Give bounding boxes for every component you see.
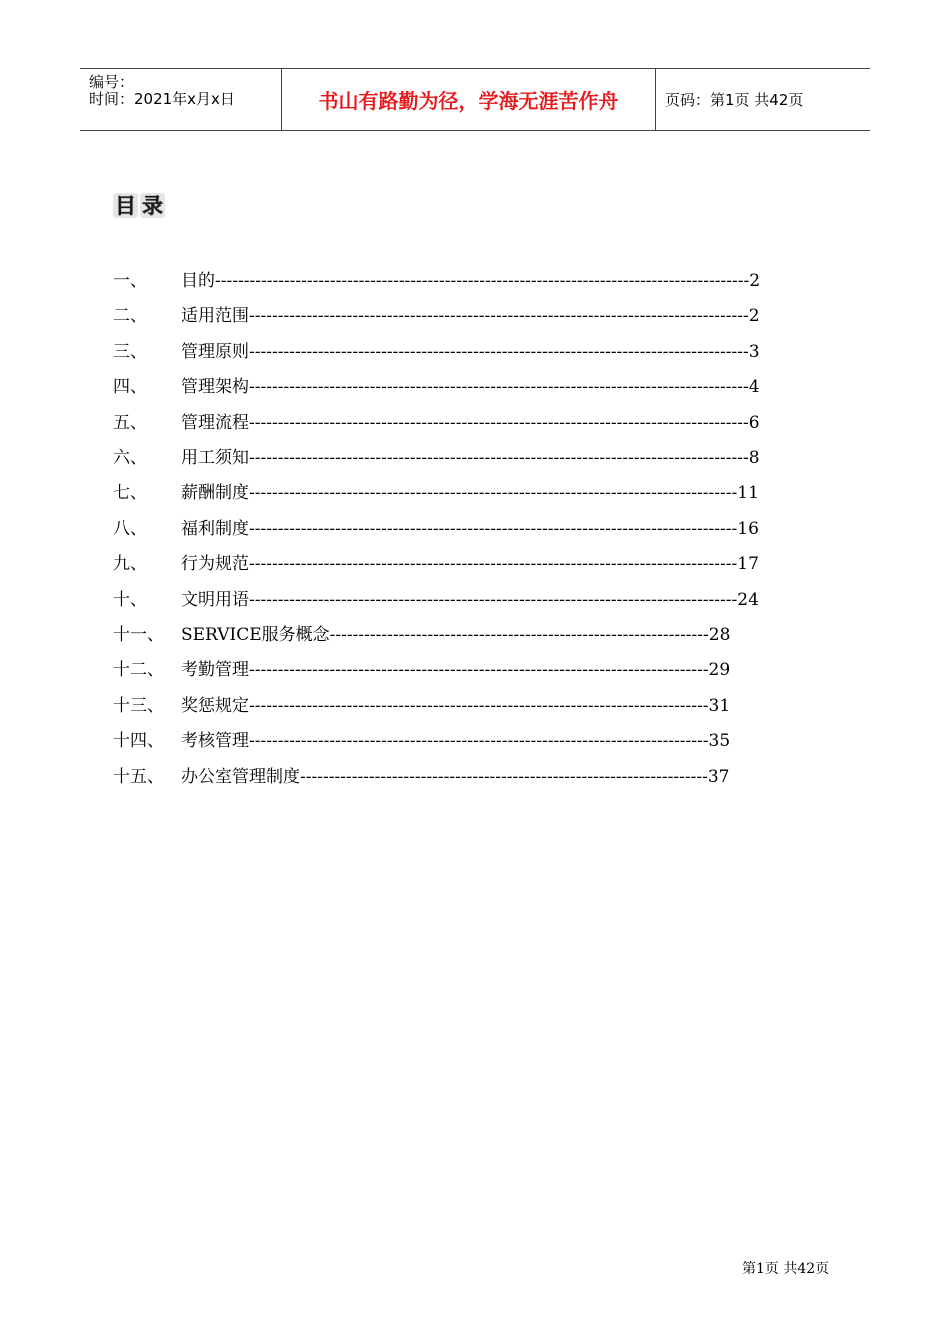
toc-entry-page: 37: [707, 766, 730, 787]
toc-entry-number: 十二、: [113, 660, 164, 681]
toc-entry-text: [181, 689, 730, 724]
toc-entry-title: SERVICE服务概念: [181, 625, 330, 645]
toc-entry-page: 28: [708, 625, 731, 645]
toc-entry-page: 3: [748, 341, 760, 362]
toc-entry-title: 适用范围: [181, 306, 249, 327]
toc-entry-page: 35: [708, 731, 731, 752]
toc-entry-number: 八、: [113, 518, 147, 539]
toc-leader: --------------------------------------------------------------------------------: [249, 660, 709, 681]
toc-title-char: 录: [142, 194, 163, 218]
toc-entry-page: 2: [749, 271, 761, 291]
toc-leader: -------------------------------------------------------------------------------------: [249, 518, 738, 539]
toc-entry-text: [181, 512, 759, 547]
toc-entry-number: 五、: [113, 412, 147, 433]
toc-leader: ---------------------------------------------------------------------------------------: [249, 341, 749, 362]
toc-entry-number: 十五、: [113, 766, 164, 787]
toc-leader: ---------------------------------------------------------------------------------------------: [215, 271, 750, 291]
toc-leader: -------------------------------------------------------------------------------------: [249, 589, 738, 610]
toc-entry-text: [181, 406, 760, 441]
toc-entry-title: 薪酬制度: [181, 483, 249, 504]
toc-entry-number: 十三、: [113, 695, 164, 716]
toc-entry-text: [181, 724, 730, 759]
toc-entry-title: 办公室管理制度: [181, 766, 300, 787]
toc-entry-text: [181, 441, 760, 476]
header-page-label: 页码：第1页 共42页: [665, 91, 804, 109]
toc-entry-title: 管理流程: [181, 412, 249, 433]
toc-entry-page: 24: [737, 589, 759, 610]
header-motto: 书山有路勤为径，学海无涯苦作舟: [318, 89, 619, 113]
toc-entry-page: 8: [748, 448, 760, 468]
toc-entry-page: 16: [737, 518, 759, 539]
toc-entry-text: [181, 370, 760, 405]
toc-entry-number: 十一、: [113, 625, 164, 645]
toc-leader: ---------------------------------------------------------------------------------------: [249, 306, 749, 327]
toc-entry-title: 奖惩规定: [181, 695, 249, 716]
page-header: [80, 68, 870, 131]
toc-entry-title: 行为规范: [181, 554, 249, 575]
toc-leader: -------------------------------------------------------------------------------------: [249, 554, 738, 575]
toc-leader: -------------------------------------------------------------------------------------: [249, 483, 738, 504]
toc-entry-text: [181, 299, 760, 334]
toc-entry-title: 福利制度: [181, 518, 249, 539]
toc-entry-number: 十、: [113, 589, 147, 610]
toc-entry-page: 31: [708, 695, 731, 716]
toc-entry-text: [181, 335, 760, 370]
header-divider: [655, 69, 656, 130]
page-footer: 第1页 共42页: [742, 1261, 830, 1277]
toc-leader: ------------------------------------------------------------------: [329, 625, 709, 645]
header-info-cell: [80, 69, 281, 130]
toc-entry-number: 二、: [113, 306, 147, 327]
toc-leader: --------------------------------------------------------------------------------: [249, 695, 709, 716]
toc-entry-text: [181, 653, 730, 688]
toc-entry-page: 29: [708, 660, 731, 681]
toc-entry-text: [181, 618, 730, 653]
toc-entry-number: 七、: [113, 483, 147, 504]
toc-leader: -----------------------------------------------------------------------: [300, 766, 708, 787]
toc-entry-title: 管理原则: [181, 341, 249, 362]
toc-entry-page: 2: [748, 306, 760, 327]
time-label: 时间：2021年x月x日: [89, 90, 235, 108]
toc-entry-number: 一、: [113, 271, 147, 291]
toc-entry-page: 17: [737, 554, 759, 575]
toc-entry-page: 11: [737, 483, 759, 504]
toc-leader: --------------------------------------------------------------------------------: [249, 731, 709, 752]
toc-entry-text: [181, 476, 759, 511]
toc-entry-number: 十四、: [113, 731, 164, 752]
toc-leader: ---------------------------------------------------------------------------------------: [249, 412, 749, 433]
toc-entry-text: [181, 264, 760, 299]
toc-entry-number: 三、: [113, 341, 147, 362]
toc-entry-title: 文明用语: [181, 589, 249, 610]
number-label: 编号：: [89, 73, 135, 91]
toc-entry-number: 九、: [113, 554, 147, 575]
toc-entry-title: 目的: [181, 271, 215, 291]
toc-entry-number: 六、: [113, 448, 147, 468]
toc-title-char: 目: [115, 194, 136, 218]
toc-entry-title: 考核管理: [181, 731, 249, 752]
toc-entry-title: 用工须知: [181, 448, 249, 468]
toc-title: [113, 190, 165, 220]
toc-entry-title: 管理架构: [181, 377, 249, 398]
toc-leader: ---------------------------------------------------------------------------------------: [249, 448, 749, 468]
toc-entry-title: 考勤管理: [181, 660, 249, 681]
toc-entry-text: [181, 583, 759, 618]
toc-entry-page: 4: [748, 377, 760, 398]
toc-entry-text: [181, 760, 729, 795]
toc-entry-page: 6: [748, 412, 760, 433]
toc-entry-number: 四、: [113, 377, 147, 398]
toc-entry-text: [181, 547, 759, 582]
toc-leader: ---------------------------------------------------------------------------------------: [249, 377, 749, 398]
